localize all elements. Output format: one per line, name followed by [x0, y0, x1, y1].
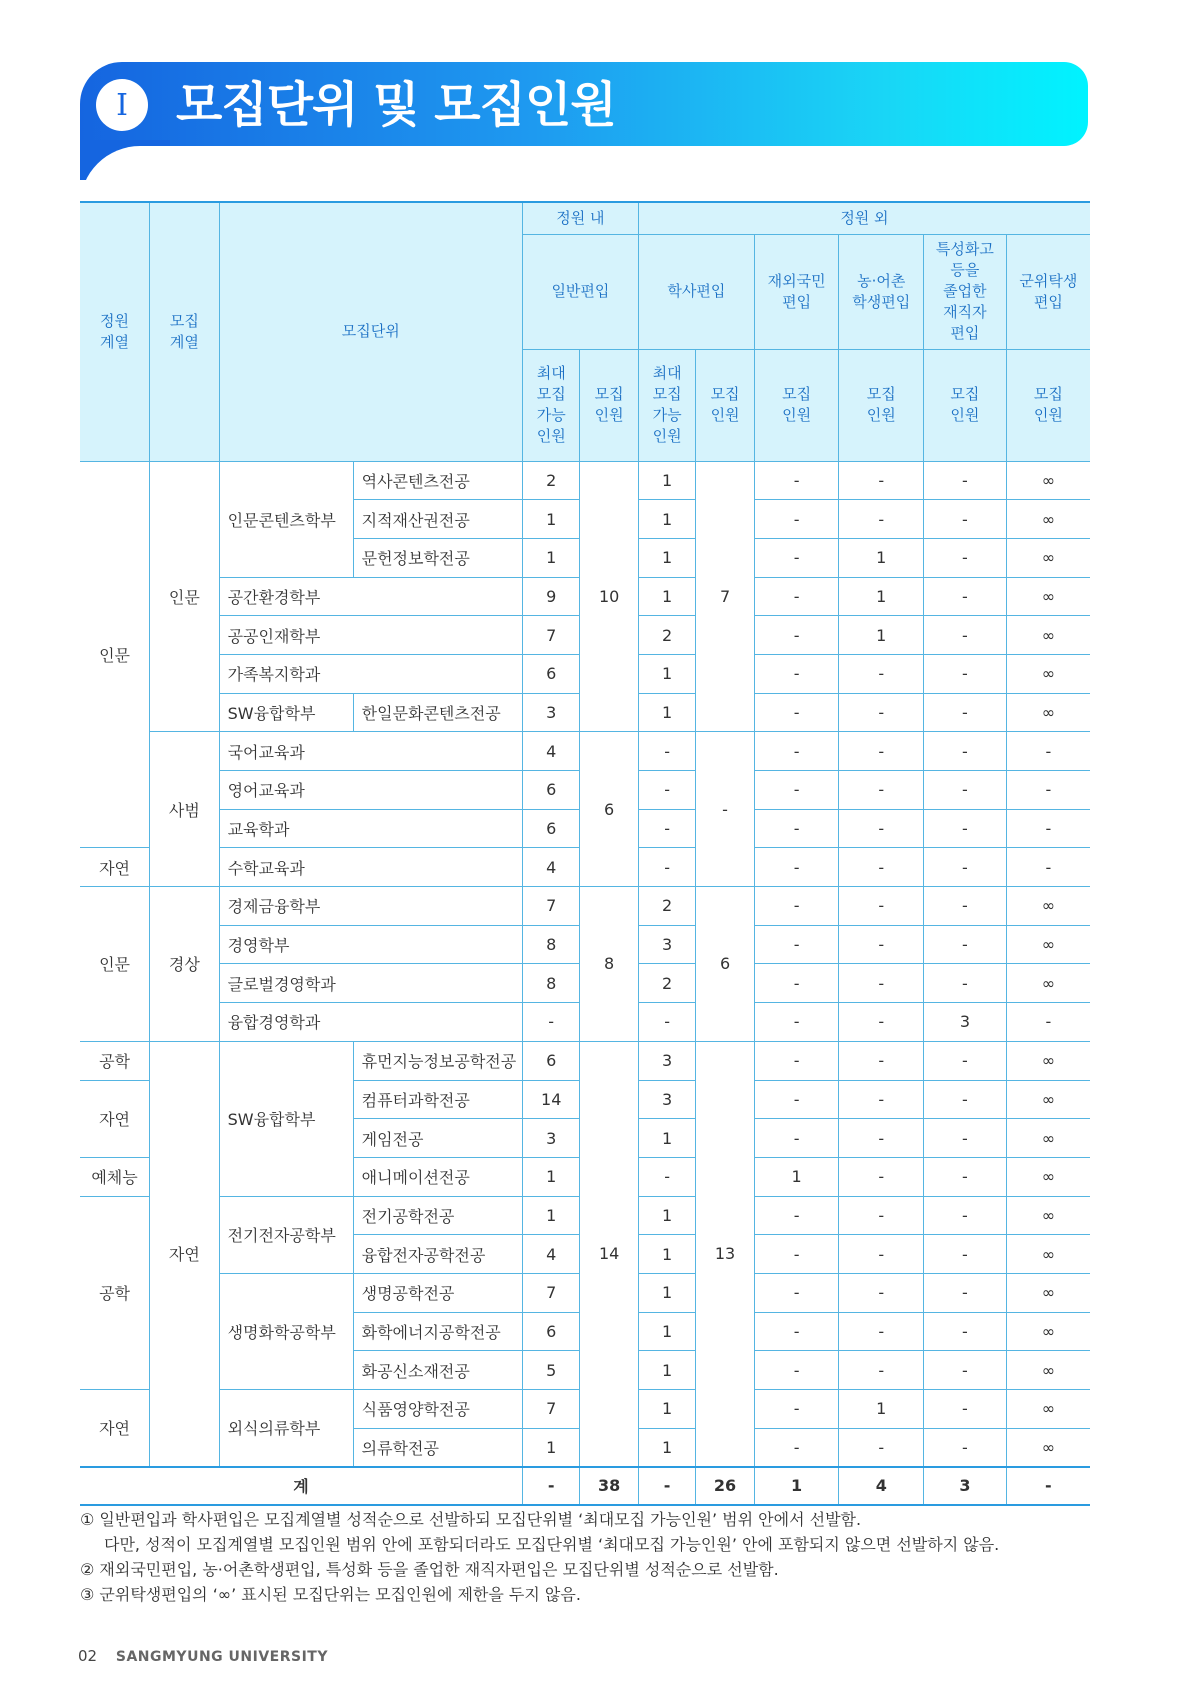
- military-cell: ∞: [1006, 1312, 1090, 1351]
- header-military: 군위탁생 편입: [1006, 234, 1090, 349]
- major-cell: 문헌정보학전공: [353, 538, 522, 577]
- overseas-cell: 1: [754, 1157, 839, 1196]
- military-cell: ∞: [1006, 654, 1090, 693]
- general-max-cell: 7: [522, 616, 579, 655]
- general-max-cell: 6: [522, 1312, 579, 1351]
- overseas-cell: -: [754, 500, 839, 539]
- special-cell: -: [924, 616, 1007, 655]
- bachelor-recruit-cell: -: [696, 732, 754, 887]
- overseas-cell: -: [754, 1119, 839, 1158]
- header-within-quota: 정원 내: [522, 202, 638, 234]
- header-unit: 모집단위: [219, 202, 522, 461]
- general-max-cell: -: [522, 1003, 579, 1042]
- major-cell: 지적재산권전공: [353, 500, 522, 539]
- general-max-cell: 3: [522, 1119, 579, 1158]
- header-bachelor-transfer: 학사편입: [638, 234, 754, 349]
- rural-cell: -: [839, 693, 924, 732]
- bachelor-max-cell: 1: [638, 1119, 695, 1158]
- general-max-cell: 1: [522, 1428, 579, 1467]
- department-cell: SW융합학부: [219, 693, 353, 732]
- department-cell: 외식의류학부: [219, 1390, 353, 1467]
- general-max-cell: 1: [522, 500, 579, 539]
- bachelor-max-cell: 1: [638, 1196, 695, 1235]
- rural-cell: -: [839, 925, 924, 964]
- major-cell: 게임전공: [353, 1119, 522, 1158]
- major-cell: 전기공학전공: [353, 1196, 522, 1235]
- overseas-cell: -: [754, 964, 839, 1003]
- general-max-cell: 2: [522, 461, 579, 500]
- military-cell: ∞: [1006, 964, 1090, 1003]
- header-outside-quota: 정원 외: [638, 202, 1090, 234]
- department-cell: 영어교육과: [219, 771, 522, 810]
- military-cell: ∞: [1006, 1157, 1090, 1196]
- rural-cell: -: [839, 500, 924, 539]
- general-max-cell: 7: [522, 1273, 579, 1312]
- page-title: 모집단위 및 모집인원: [176, 77, 616, 133]
- footnotes: [80, 1507, 1100, 1607]
- military-cell: ∞: [1006, 538, 1090, 577]
- general-recruit-cell: 14: [580, 1041, 638, 1467]
- special-cell: -: [924, 1041, 1007, 1080]
- military-cell: -: [1006, 848, 1090, 887]
- total-bachelor-max: -: [638, 1467, 695, 1505]
- header-military-recruit: 모집 인원: [1006, 349, 1090, 461]
- major-cell: 휴먼지능정보공학전공: [353, 1041, 522, 1080]
- rural-cell: -: [839, 771, 924, 810]
- department-cell: 수학교육과: [219, 848, 522, 887]
- rural-cell: -: [839, 809, 924, 848]
- general-max-cell: 1: [522, 538, 579, 577]
- header-bachelor-max: 최대 모집 가능 인원: [638, 349, 695, 461]
- special-cell: -: [924, 732, 1007, 771]
- note-1-continued: 다만, 성적이 모집계열별 모집인원 범위 안에 포함되더라도 모집단위별 ‘최대모집 가능인원’ 안에 포함되지 않으면 선발하지 않음.: [104, 1535, 1000, 1554]
- rural-cell: -: [839, 1080, 924, 1119]
- total-general-max: -: [522, 1467, 579, 1505]
- general-max-cell: 8: [522, 925, 579, 964]
- rural-cell: -: [839, 1196, 924, 1235]
- overseas-cell: -: [754, 1273, 839, 1312]
- department-cell: 공공인재학부: [219, 616, 522, 655]
- special-cell: -: [924, 538, 1007, 577]
- general-max-cell: 9: [522, 577, 579, 616]
- special-cell: -: [924, 848, 1007, 887]
- special-cell: -: [924, 693, 1007, 732]
- bachelor-max-cell: 2: [638, 887, 695, 926]
- department-cell: 가족복지학과: [219, 654, 522, 693]
- university-name: SANGMYUNG UNIVERSITY: [115, 1649, 328, 1665]
- overseas-cell: -: [754, 654, 839, 693]
- special-cell: -: [924, 1390, 1007, 1429]
- military-cell: ∞: [1006, 693, 1090, 732]
- bachelor-recruit-cell: 7: [696, 461, 754, 732]
- overseas-cell: -: [754, 1312, 839, 1351]
- overseas-cell: -: [754, 887, 839, 926]
- general-max-cell: 7: [522, 1390, 579, 1429]
- rural-cell: -: [839, 1119, 924, 1158]
- department-cell: 글로벌경영학과: [219, 964, 522, 1003]
- major-cell: 융합전자공학전공: [353, 1235, 522, 1274]
- major-cell: 화공신소재전공: [353, 1351, 522, 1390]
- quota-group-cell: 인문: [80, 887, 150, 1042]
- bachelor-recruit-cell: 6: [696, 887, 754, 1042]
- special-cell: -: [924, 654, 1007, 693]
- military-cell: ∞: [1006, 1196, 1090, 1235]
- quota-group-cell: 공학: [80, 1196, 150, 1389]
- department-cell: 인문콘텐츠학부: [219, 461, 353, 577]
- rural-cell: -: [839, 1003, 924, 1042]
- overseas-cell: -: [754, 577, 839, 616]
- total-special: 3: [924, 1467, 1007, 1505]
- rural-cell: -: [839, 1273, 924, 1312]
- special-cell: -: [924, 771, 1007, 810]
- rural-cell: 1: [839, 616, 924, 655]
- special-cell: -: [924, 964, 1007, 1003]
- overseas-cell: -: [754, 538, 839, 577]
- department-cell: 국어교육과: [219, 732, 522, 771]
- table-row: [80, 887, 1090, 926]
- military-cell: ∞: [1006, 1235, 1090, 1274]
- bachelor-max-cell: 3: [638, 1041, 695, 1080]
- table-row: [80, 732, 1090, 771]
- military-cell: ∞: [1006, 577, 1090, 616]
- bachelor-max-cell: 1: [638, 1273, 695, 1312]
- special-cell: 3: [924, 1003, 1007, 1042]
- recruitment-table: [80, 201, 1090, 1506]
- general-max-cell: 14: [522, 1080, 579, 1119]
- special-cell: -: [924, 1235, 1007, 1274]
- department-cell: 전기전자공학부: [219, 1196, 353, 1273]
- general-max-cell: 7: [522, 887, 579, 926]
- header-overseas-recruit: 모집 인원: [754, 349, 839, 461]
- bachelor-max-cell: -: [638, 771, 695, 810]
- overseas-cell: -: [754, 1080, 839, 1119]
- military-cell: ∞: [1006, 887, 1090, 926]
- military-cell: ∞: [1006, 1119, 1090, 1158]
- major-cell: 생명공학전공: [353, 1273, 522, 1312]
- special-cell: -: [924, 925, 1007, 964]
- overseas-cell: -: [754, 1003, 839, 1042]
- recruit-group-cell: 경상: [150, 887, 220, 1042]
- special-cell: -: [924, 1080, 1007, 1119]
- department-cell: 교육학과: [219, 809, 522, 848]
- overseas-cell: -: [754, 461, 839, 500]
- special-cell: -: [924, 1428, 1007, 1467]
- bachelor-max-cell: 1: [638, 1235, 695, 1274]
- department-cell: SW융합학부: [219, 1041, 353, 1196]
- quota-group-cell: 자연: [80, 1390, 150, 1467]
- total-overseas: 1: [754, 1467, 839, 1505]
- military-cell: ∞: [1006, 1351, 1090, 1390]
- military-cell: ∞: [1006, 1390, 1090, 1429]
- general-max-cell: 3: [522, 693, 579, 732]
- military-cell: ∞: [1006, 461, 1090, 500]
- header-special-recruit: 모집 인원: [924, 349, 1007, 461]
- rural-cell: -: [839, 1041, 924, 1080]
- page-footer: [78, 1647, 328, 1665]
- overseas-cell: -: [754, 693, 839, 732]
- header-general-recruit: 모집 인원: [580, 349, 638, 461]
- rural-cell: -: [839, 1428, 924, 1467]
- bachelor-max-cell: 1: [638, 1351, 695, 1390]
- overseas-cell: -: [754, 848, 839, 887]
- rural-cell: -: [839, 887, 924, 926]
- header-special: 특성화고 등을 졸업한 재직자 편입: [924, 234, 1007, 349]
- major-cell: 역사콘텐츠전공: [353, 461, 522, 500]
- general-max-cell: 6: [522, 809, 579, 848]
- bachelor-max-cell: 2: [638, 616, 695, 655]
- bachelor-max-cell: -: [638, 809, 695, 848]
- special-cell: -: [924, 1157, 1007, 1196]
- table-row: [80, 461, 1090, 500]
- rural-cell: -: [839, 1312, 924, 1351]
- bachelor-max-cell: 1: [638, 1312, 695, 1351]
- header-recruit-group: 모집 계열: [150, 202, 220, 461]
- bachelor-max-cell: 3: [638, 1080, 695, 1119]
- overseas-cell: -: [754, 1390, 839, 1429]
- recruit-group-cell: 사범: [150, 732, 220, 887]
- rural-cell: 1: [839, 1390, 924, 1429]
- general-max-cell: 8: [522, 964, 579, 1003]
- bachelor-max-cell: 2: [638, 964, 695, 1003]
- quota-group-cell: 공학: [80, 1041, 150, 1080]
- quota-group-cell: 자연: [80, 1080, 150, 1157]
- military-cell: ∞: [1006, 1041, 1090, 1080]
- general-recruit-cell: 8: [580, 887, 638, 1042]
- banner-curve: [80, 140, 170, 180]
- header-rural-recruit: 모집 인원: [839, 349, 924, 461]
- department-cell: 공간환경학부: [219, 577, 522, 616]
- rural-cell: 1: [839, 538, 924, 577]
- header-rural: 농·어촌 학생편입: [839, 234, 924, 349]
- military-cell: -: [1006, 809, 1090, 848]
- bachelor-recruit-cell: 13: [696, 1041, 754, 1467]
- general-max-cell: 4: [522, 848, 579, 887]
- note-1: ① 일반편입과 학사편입은 모집계열별 성적순으로 선발하되 모집단위별 ‘최대모집 가능인원’ 범위 안에서 선발함.: [80, 1510, 862, 1529]
- header-general-max: 최대 모집 가능 인원: [522, 349, 579, 461]
- total-label: 계: [80, 1467, 522, 1505]
- major-cell: 화학에너지공학전공: [353, 1312, 522, 1351]
- recruit-group-cell: 자연: [150, 1041, 220, 1467]
- general-max-cell: 1: [522, 1157, 579, 1196]
- quota-group-cell: 자연: [80, 848, 150, 887]
- special-cell: -: [924, 1196, 1007, 1235]
- rural-cell: -: [839, 1235, 924, 1274]
- special-cell: -: [924, 887, 1007, 926]
- total-rural: 4: [839, 1467, 924, 1505]
- department-cell: 경영학부: [219, 925, 522, 964]
- special-cell: -: [924, 461, 1007, 500]
- bachelor-max-cell: 1: [638, 1428, 695, 1467]
- general-recruit-cell: 6: [580, 732, 638, 887]
- quota-group-cell: 인문: [80, 461, 150, 848]
- rural-cell: -: [839, 732, 924, 771]
- major-cell: 의류학전공: [353, 1428, 522, 1467]
- bachelor-max-cell: 1: [638, 577, 695, 616]
- page-number: 02: [78, 1647, 98, 1665]
- rural-cell: 1: [839, 577, 924, 616]
- overseas-cell: -: [754, 1235, 839, 1274]
- rural-cell: -: [839, 964, 924, 1003]
- overseas-cell: -: [754, 616, 839, 655]
- total-general-recruit: 38: [580, 1467, 638, 1505]
- overseas-cell: -: [754, 732, 839, 771]
- bachelor-max-cell: 1: [638, 461, 695, 500]
- special-cell: -: [924, 809, 1007, 848]
- special-cell: -: [924, 1312, 1007, 1351]
- department-cell: 경제금융학부: [219, 887, 522, 926]
- general-max-cell: 6: [522, 771, 579, 810]
- total-row: [80, 1467, 1090, 1505]
- department-cell: 융합경영학과: [219, 1003, 522, 1042]
- major-cell: 컴퓨터과학전공: [353, 1080, 522, 1119]
- general-max-cell: 4: [522, 1235, 579, 1274]
- overseas-cell: -: [754, 771, 839, 810]
- bachelor-max-cell: 3: [638, 925, 695, 964]
- general-recruit-cell: 10: [580, 461, 638, 732]
- header-general-transfer: 일반편입: [522, 234, 638, 349]
- overseas-cell: -: [754, 809, 839, 848]
- bachelor-max-cell: 1: [638, 654, 695, 693]
- quota-group-cell: 예체능: [80, 1157, 150, 1196]
- major-cell: 한일문화콘텐츠전공: [353, 693, 522, 732]
- military-cell: -: [1006, 771, 1090, 810]
- military-cell: ∞: [1006, 616, 1090, 655]
- overseas-cell: -: [754, 1196, 839, 1235]
- general-max-cell: 5: [522, 1351, 579, 1390]
- overseas-cell: -: [754, 1428, 839, 1467]
- rural-cell: -: [839, 654, 924, 693]
- table-row: [80, 1041, 1090, 1080]
- bachelor-max-cell: -: [638, 1003, 695, 1042]
- special-cell: -: [924, 1273, 1007, 1312]
- header-overseas: 재외국민 편입: [754, 234, 839, 349]
- special-cell: -: [924, 1351, 1007, 1390]
- military-cell: ∞: [1006, 1428, 1090, 1467]
- major-cell: 식품영양학전공: [353, 1390, 522, 1429]
- military-cell: ∞: [1006, 1080, 1090, 1119]
- note-3: ③ 군위탁생편입의 ‘∞’ 표시된 모집단위는 모집인원에 제한을 두지 않음.: [80, 1585, 581, 1604]
- general-max-cell: 4: [522, 732, 579, 771]
- bachelor-max-cell: 1: [638, 500, 695, 539]
- special-cell: -: [924, 577, 1007, 616]
- overseas-cell: -: [754, 925, 839, 964]
- section-number-badge: I: [96, 79, 148, 131]
- rural-cell: -: [839, 1351, 924, 1390]
- total-bachelor-recruit: 26: [696, 1467, 754, 1505]
- military-cell: ∞: [1006, 500, 1090, 539]
- department-cell: 생명화학공학부: [219, 1273, 353, 1389]
- rural-cell: -: [839, 848, 924, 887]
- military-cell: -: [1006, 732, 1090, 771]
- special-cell: -: [924, 500, 1007, 539]
- overseas-cell: -: [754, 1351, 839, 1390]
- special-cell: -: [924, 1119, 1007, 1158]
- bachelor-max-cell: -: [638, 1157, 695, 1196]
- rural-cell: -: [839, 461, 924, 500]
- military-cell: ∞: [1006, 1273, 1090, 1312]
- military-cell: ∞: [1006, 925, 1090, 964]
- total-military: -: [1006, 1467, 1090, 1505]
- bachelor-max-cell: 1: [638, 693, 695, 732]
- header-quota-group: 정원 계열: [80, 202, 150, 461]
- note-2: ② 재외국민편입, 농·어촌학생편입, 특성화 등을 졸업한 재직자편입은 모집단위별 성적순으로 선발함.: [80, 1560, 779, 1579]
- general-max-cell: 6: [522, 1041, 579, 1080]
- bachelor-max-cell: -: [638, 732, 695, 771]
- bachelor-max-cell: 1: [638, 1390, 695, 1429]
- rural-cell: -: [839, 1157, 924, 1196]
- bachelor-max-cell: 1: [638, 538, 695, 577]
- overseas-cell: -: [754, 1041, 839, 1080]
- bachelor-max-cell: -: [638, 848, 695, 887]
- major-cell: 애니메이션전공: [353, 1157, 522, 1196]
- general-max-cell: 6: [522, 654, 579, 693]
- military-cell: -: [1006, 1003, 1090, 1042]
- header-bachelor-recruit: 모집 인원: [696, 349, 754, 461]
- general-max-cell: 1: [522, 1196, 579, 1235]
- recruit-group-cell: 인문: [150, 461, 220, 732]
